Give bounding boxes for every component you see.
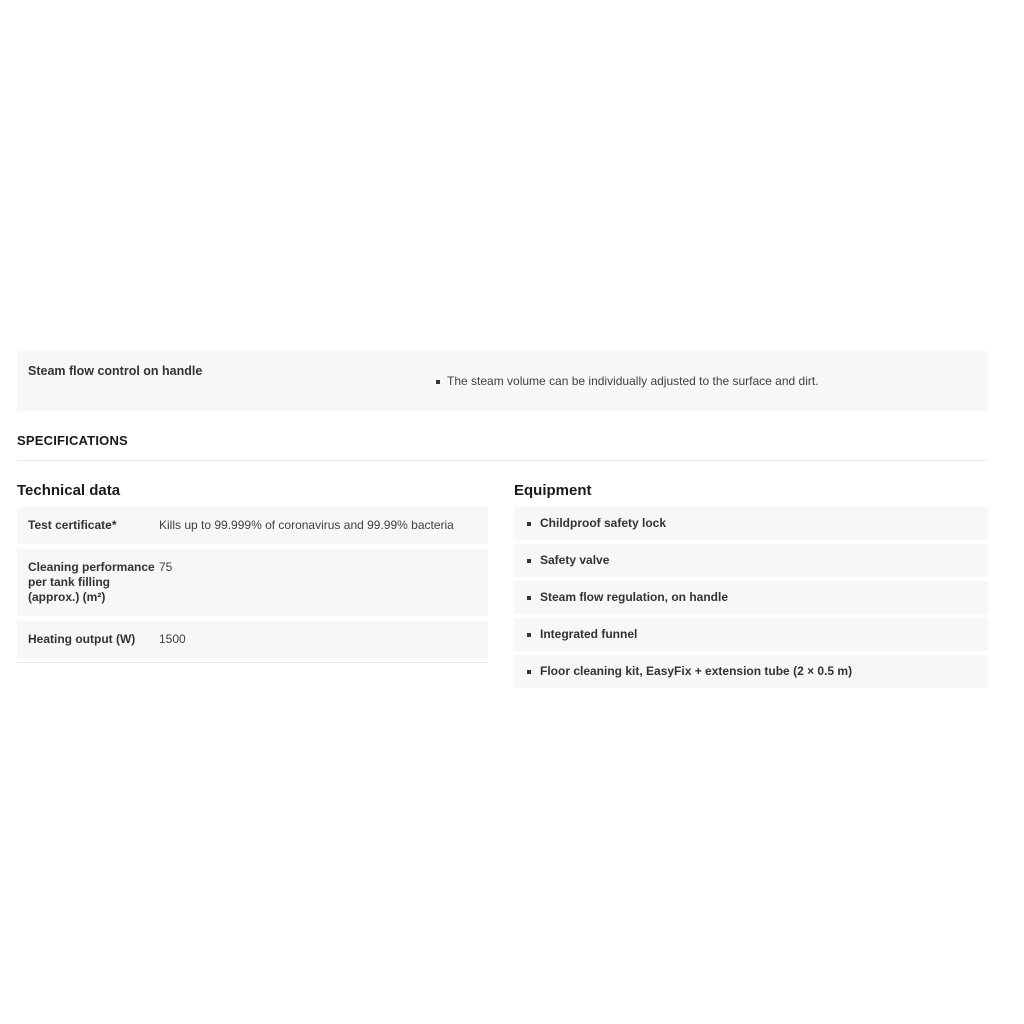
- specifications-columns: [17, 482, 988, 692]
- bullet-icon: [527, 522, 531, 526]
- equipment-item-text: Safety valve: [540, 553, 610, 567]
- list-item: [514, 544, 988, 577]
- table-row-value: Kills up to 99.999% of coronavirus and 99.99% bacteria: [159, 518, 454, 532]
- equipment-item-text: Childproof safety lock: [540, 516, 667, 530]
- bullet-icon: [527, 670, 531, 674]
- equipment-item-text: Floor cleaning kit, EasyFix + extension tube (2 × 0.5 m): [540, 664, 853, 678]
- technical-data-heading: Technical data: [17, 482, 121, 499]
- equipment-heading: Equipment: [514, 482, 592, 499]
- table-row-value: 1500: [159, 632, 186, 646]
- list-item: [514, 507, 988, 540]
- feature-banner: [17, 351, 988, 411]
- feature-bullet-list: [436, 351, 988, 411]
- bullet-icon: [527, 596, 531, 600]
- bullet-icon: [436, 380, 440, 384]
- equipment-column: [514, 482, 988, 692]
- table-row-value: 75: [159, 560, 173, 574]
- bullet-icon: [527, 559, 531, 563]
- equipment-list: [514, 507, 988, 688]
- equipment-item-text: Steam flow regulation, on handle: [540, 590, 729, 604]
- technical-data-column: [17, 482, 488, 692]
- equipment-item-text: Integrated funnel: [540, 627, 638, 641]
- table-row-label: Heating output (W): [28, 632, 136, 646]
- table-row: [17, 621, 488, 658]
- technical-data-table: [17, 507, 488, 663]
- list-item: [514, 618, 988, 651]
- feature-bullet-text: The steam volume can be individually adjusted to the surface and dirt.: [447, 373, 819, 388]
- table-row: [17, 507, 488, 544]
- feature-title: Steam flow control on handle: [28, 364, 203, 378]
- table-row: [17, 549, 488, 616]
- table-row-label: Test certificate*: [28, 518, 117, 532]
- list-item: [514, 655, 988, 688]
- list-item: [514, 581, 988, 614]
- specifications-heading: SPECIFICATIONS: [17, 433, 988, 461]
- specifications-section: [17, 433, 988, 692]
- bullet-icon: [527, 633, 531, 637]
- feature-bullet-item: [436, 374, 988, 389]
- table-row-label: Cleaning performance per tank filling (approx.) (m²): [28, 560, 155, 604]
